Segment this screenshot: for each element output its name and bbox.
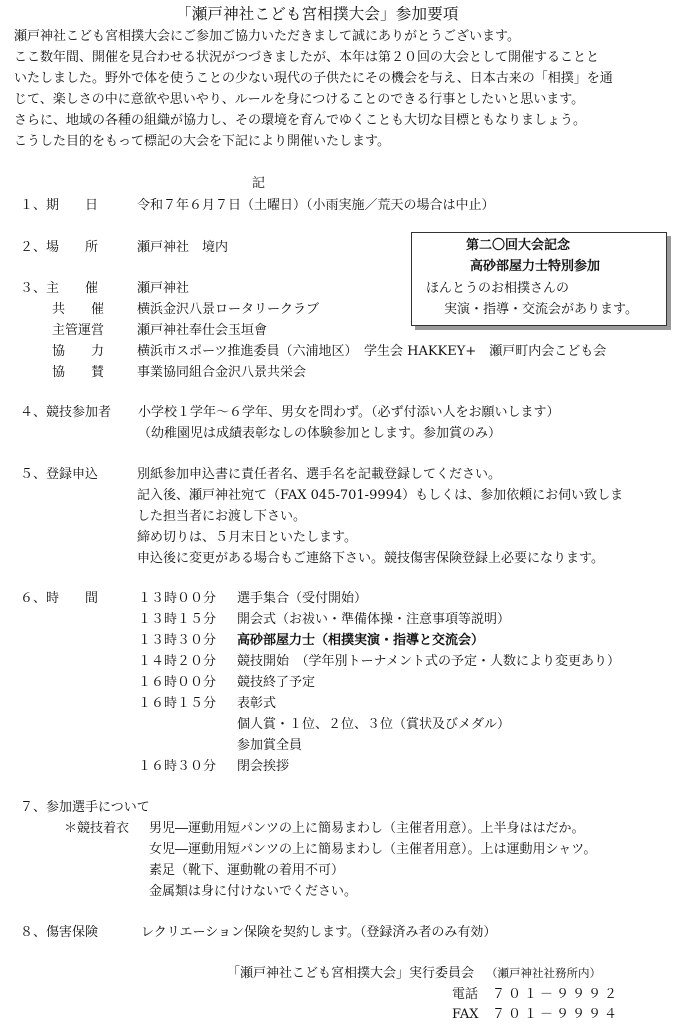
notice-line-3: ほんとうのお相撲さんの [426, 281, 570, 296]
place-value: 瀬戸神社 境内 [137, 240, 229, 255]
schedule-event: 競技開始 （学年別トーナメント式の予定・人数により変更あり） [237, 654, 620, 669]
intro-line: さらに、地域の各種の組織が協力し、その環境を育んでゆくことも大切な目標ともなりましょう。 [14, 113, 587, 128]
schedule-time: １３時００分 [138, 591, 217, 606]
fax-number: ７０１－９９９４ [492, 1007, 621, 1022]
support-label: 協 賛 [52, 365, 105, 380]
page-title: 「瀬戸神社こども宮相撲大会」参加要項 [176, 5, 459, 23]
registration-line: 申込後に変更がある場合もご連絡下さい。競技傷害保険登録上必要になります。 [137, 551, 604, 566]
schedule-label: ６、時 間 [20, 591, 99, 606]
insurance-value: レクリエーション保険を契約します。（登録済み者のみ有効） [141, 925, 497, 940]
place-label: ２、場 所 [20, 240, 99, 255]
intro-line: いたしました。野外で体を使うことの少ない現代の子供たにその機会を与え、日本古来の「相撲」を通 [14, 71, 613, 86]
committee-office: （瀬戸神社社務所内） [486, 966, 601, 980]
registration-label: ５、登録申込 [20, 467, 99, 482]
coop-value: 横浜市スポーツ推進委員（六浦地区） 学生会 HAKKEY+ 瀬戸町内会こども会 [137, 344, 607, 359]
schedule-time: １３時１５分 [138, 612, 217, 627]
ki-heading: 記 [252, 176, 266, 191]
host-value: 瀬戸神社 [137, 281, 190, 296]
schedule-time: １６時００分 [138, 675, 217, 690]
schedule-time: １４時２０分 [138, 654, 217, 669]
manage-label: 主管運営 [52, 323, 105, 338]
cohost-label: 共 催 [52, 302, 105, 317]
award-detail: 参加賞全員 [237, 738, 303, 753]
registration-line: した担当者にお渡し下さい。 [137, 509, 307, 524]
schedule-time: １６時１５分 [138, 696, 217, 711]
schedule-time: １６時３０分 [138, 759, 217, 774]
schedule-event: 閉会挨拶 [237, 759, 290, 774]
support-value: 事業協同組合金沢八景共栄会 [137, 365, 307, 380]
insurance-label: ８、傷害保険 [20, 925, 99, 940]
attire-line: 女児―運動用短パンツの上に簡易まわし（主催者用意）。上は運動用シャツ。 [149, 842, 597, 857]
award-detail: 個人賞・１位、２位、３位（賞状及びメダル） [237, 717, 511, 732]
schedule-event: 選手集合（受付開始） [237, 591, 368, 606]
intro-line: ここ数年間、開催を見合わせる状況がつづきましたが、本年は第２０回の大会として開催することと [14, 50, 600, 65]
committee-name: 「瀬戸神社こども宮相撲大会」実行委員会 [227, 966, 475, 981]
intro-line: じて、楽しさの中に意欲や思いやり、ルールを身につけることのできる行事としたいと思います。 [14, 92, 585, 107]
participants-label: ７、参加選手について [20, 800, 150, 815]
host-label: ３、主 催 [20, 281, 99, 296]
date-value: 令和７年６月７日（土曜日）（小雨実施／荒天の場合は中止） [137, 198, 495, 213]
date-label: １、期 日 [20, 198, 99, 213]
schedule-event: 表彰式 [237, 696, 277, 711]
intro-line: 瀬戸神社こども宮相撲大会にご参加ご協力いただきまして誠にありがとうございます。 [14, 29, 520, 44]
notice-line-1: 第二〇回大会記念 [466, 238, 571, 253]
attire-line: 男児―運動用短パンツの上に簡易まわし（主催者用意）。上半身ははだか。 [149, 821, 585, 836]
registration-line: 記入後、瀬戸神社宛て（FAX 045-701-9994）もしくは、参加依頼にお伺い致しま [137, 488, 624, 503]
registration-line: 別紙参加申込書に責任者名、選手名を記載登録してください。 [137, 467, 502, 482]
attire-label: ＊競技着衣 [64, 821, 130, 836]
coop-label: 協 力 [52, 344, 105, 359]
schedule-event: 開会式（お祓い・準備体操・注意事項等説明） [237, 612, 511, 627]
notice-line-2: 高砂部屋力士特別参加 [470, 259, 601, 274]
attire-line: 素足（靴下、運動靴の着用不可） [149, 863, 345, 878]
special-notice-box [411, 232, 667, 326]
schedule-event-highlight: 高砂部屋力士（相撲実演・指導と交流会） [237, 633, 485, 648]
eligibility-line: 小学校１学年～６学年、男女を問わず。（必ず付添い人をお願いします） [138, 405, 560, 420]
tel-label: 電話 [452, 987, 479, 1002]
eligibility-label: ４、競技参加者 [20, 405, 112, 420]
notice-line-4: 実演・指導・交流会があります。 [444, 302, 638, 317]
intro-line: こうした目的をもって標記の大会を下記により開催いたします。 [14, 134, 390, 149]
cohost-value: 横浜金沢八景ロータリークラブ [137, 302, 320, 317]
manage-value: 瀬戸神社奉仕会玉垣會 [137, 323, 268, 338]
eligibility-line: （幼稚園児は成績表彰なしの体験参加とします。参加賞のみ） [138, 426, 501, 441]
registration-line: 締め切りは、５月末日といたします。 [137, 530, 357, 545]
schedule-event: 競技終了予定 [237, 675, 316, 690]
attire-line: 金属類は身に付けないでください。 [149, 884, 358, 899]
schedule-time: １３時３０分 [138, 633, 217, 648]
fax-label: FAX [452, 1007, 479, 1022]
tel-number: ７０１－９９９２ [492, 987, 621, 1002]
